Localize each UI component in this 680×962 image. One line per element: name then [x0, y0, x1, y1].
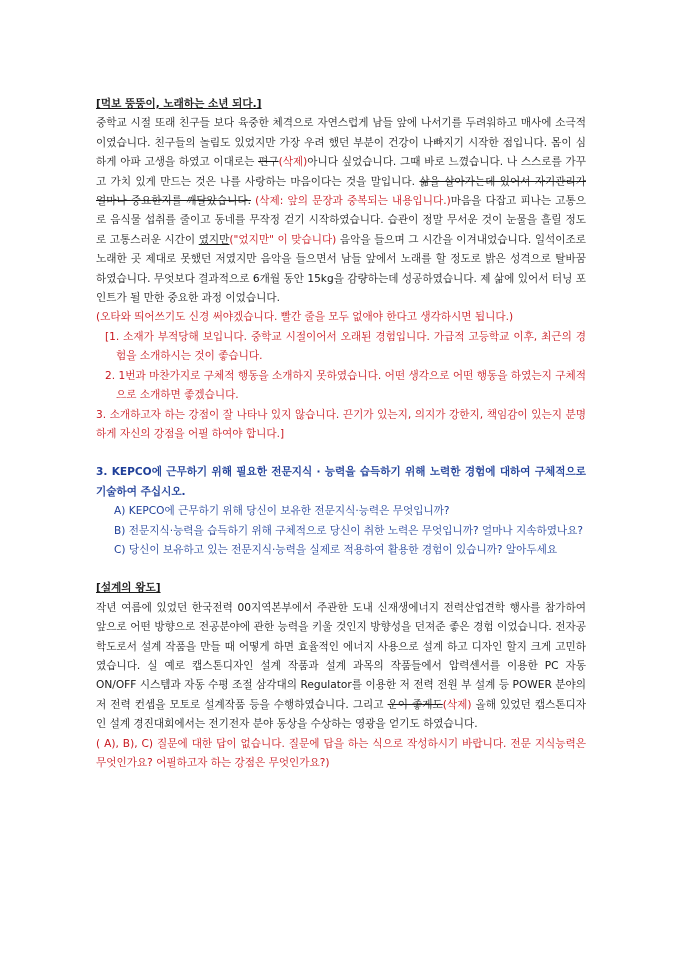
body-text: 중학교 시절 또래 친구들 보다 육중한 체격으로 자연스럽게 남들 앞에 나서기를 두려워하고 매사에 소극적 이였습니다. 친구들의 놀림도 있었지만 가장 우려 했던 부분이 건강이 나빠지기 시작한 점입니다. 몸이 심하게 아파 고생을 하였고 이대로는 [96, 117, 586, 169]
spacer [96, 444, 586, 463]
body-text: 마음을 다잡고 피나는 고통으로 음식물 섭취를 줄이고 동네를 무작정 걷기 시작하였습니다. 습관이 정말 무서운 것이 눈물을 흘릴 정도로 고통스러운 시간이 [96, 195, 587, 246]
sub-question-c: C) 당신이 보유하고 있는 전문지식·능력을 실제로 적용하여 활용한 경험이 있습니까? 알아두세요 [114, 543, 558, 556]
sub-question-a: A) KEPCO에 근무하기 위해 당신이 보유한 전문지식·능력은 무엇입니까? [114, 505, 450, 518]
feedback-note: ( A), B), C) 질문에 대한 답이 없습니다. 질문에 답을 하는 식으로 작성하시기 바랍니다. 전문 지식능력은 무엇인가요? 어필하고자 하는 강점은 무엇인가요?) [96, 737, 586, 769]
section-2-body [96, 599, 586, 735]
feedback-item: [1. 소재가 부적당해 보입니다. 중학교 시절이어서 오래된 경험입니다. 가급적 고등학교 이후, 최근의 경험을 소개하시는 것이 좋습니다. [105, 330, 586, 363]
delete-note: (삭제) [442, 698, 472, 711]
struck-word: 운이 좋게도 [387, 698, 443, 711]
struck-sentence: 삶을 살아가는데 있어서 자기관리가 얼마나 중요한지를 깨달았습니다. [96, 175, 586, 208]
question-heading: 3. KEPCO에 근무하기 위해 필요한 전문지식 · 능력을 습득하기 위해 노력한 경험에 대하여 구체적으로 기술하여 주십시오. [96, 466, 586, 498]
body-text: 올해 있었던 캡스톤디자인 설계 경진대회에서는 전기전자 분야 동상을 수상하는 영광을 얻기도 하였습니다. [96, 698, 586, 731]
delete-note: (삭제: 앞의 문장과 중복되는 내용입니다.) [250, 195, 451, 208]
sub-question-b: B) 전문지식·능력을 습득하기 위해 구체적으로 당신이 취한 노력은 무엇입니까? 얼마나 지속하였나요? [114, 524, 584, 537]
body-text: 음악을 들으며 그 시간을 이겨내었습니다. 일석이조로 노래한 곳 제대로 못했던 저였지만 음악을 들으면서 남들 앞에서 노래를 할 정도로 밝은 성격으로 탈바꿈 하였습니다. 무엇보다 결과적으로 6개월 동안 15kg을 감량하는데 성공하였습니다. 제 삶에 있어서 터닝 포인트가 될 만한 중요한 과정 이었습니다. [96, 233, 586, 305]
document-page [96, 95, 586, 773]
feedback-item: 2. 1번과 마찬가지로 구체적 행동을 소개하지 못하였습니다. 어떤 생각으로 어떤 행동을 하였는지 구체적으로 소개하면 좋겠습니다. [105, 369, 586, 402]
corrected-word: 였지만 [198, 233, 230, 246]
section-heading-2: [설계의 왕도] [96, 582, 161, 595]
body-text: 아니다 싶었습니다. 그때 바로 느꼈습니다. 나 스스로를 가꾸고 가치 있게 만드는 것은 나를 사랑하는 마음이다는 것을 말입니다. [96, 156, 586, 188]
section-1-body [96, 114, 586, 308]
section-heading-1: [먹보 뚱뚱이, 노래하는 소년 되다.] [96, 98, 262, 110]
correction-note: ("었지만" 이 맞습니다) [229, 233, 337, 246]
struck-word: 편구 [258, 156, 279, 169]
feedback-typo-note: (오타와 띄어쓰기도 신경 써야겠습니다. 빨간 줄을 모두 없애야 한다고 생각하시면 됩니다.) [96, 311, 514, 324]
body-text: 작년 여름에 있었던 한국전력 00지역본부에서 주관한 도내 신재생에너지 전력산업견학 행사를 참가하여 앞으로 어떤 방향으로 전공분야에 관한 능력을 키울 것인지 방향성을 던져준 좋은 경험 이었습니다. 전자공학도로서 설계 작품을 만들 때 어떻게 하면 효율적인 에너지 사용으로 설계 하고 디자인 할지 크게 고민하였습니다. 실 예로 캡스톤디자인 설계 작품과 설계 과목의 작품들에서 압력센서를 이용한 PC 자동 ON/OFF 시스템과 자동 수평 조절 삼각대의 Regulator를 이용한 저 전력 전원 부 설계 등 POWER 분야의 저 전력 컨셉을 모토로 설계작품 등을 수행하였습니다. 그리고 [96, 601, 586, 711]
feedback-item: 3. 소개하고자 하는 강점이 잘 나타나 있지 않습니다. 끈기가 있는지, 의지가 강한지, 책임감이 있는지 분명하게 자신의 강점을 어필 하여야 합니다.] [96, 408, 586, 440]
spacer [96, 560, 586, 579]
delete-note: (삭제) [278, 156, 308, 169]
